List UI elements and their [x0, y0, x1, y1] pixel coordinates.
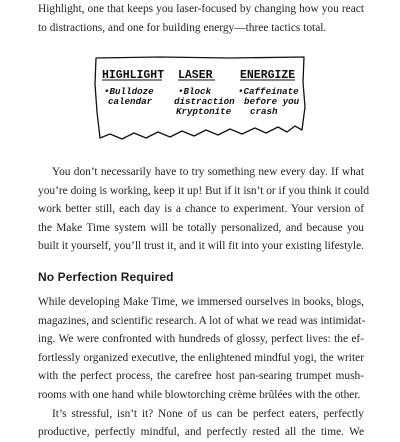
text-line: Highlight, one that keeps you laser-focused by changing how you react [38, 3, 364, 15]
text-line: ing. We were confronted with hundreds of glossy, perfect lives: the ef- [38, 333, 364, 346]
text-line: productive, perfectly mindful, and perfectly rested all the time. We [38, 426, 364, 439]
text-line: built it yourself, you’ll trust it, and it will fit into your existing lifestyle. [38, 240, 364, 253]
body-paragraph [38, 163, 370, 256]
text-line: fortlessly organized executive, the enlightened mindful yogi, the writer [38, 351, 364, 364]
text-line: the Make Time system will be totally personalized, and because you [38, 221, 364, 234]
tactics-sketch [90, 52, 312, 152]
text-line: with the perfect process, the carefree host pan-searing trumpet mush- [38, 370, 364, 383]
sketch-line: •Bulldoze [104, 86, 154, 97]
text-line: You don’t necessarily have to try something new every day. If what [52, 166, 364, 178]
text-line: While developing Make Time, we immersed ourselves in books, blogs, [38, 296, 364, 308]
sketch-title-laser: LASER [178, 69, 213, 82]
intro-paragraph [38, 0, 364, 37]
sketch-title-energize: ENERGIZE [240, 69, 296, 82]
sketch-title-highlight: HIGHLIGHT [102, 69, 165, 82]
body-paragraph [38, 293, 364, 442]
section-heading: No Perfection Required [38, 270, 174, 284]
text-line: magazines, and scientific research. A lot of what we read was intimidat- [38, 314, 366, 327]
sketch-line: before you [244, 96, 300, 107]
text-line: work better still, each day is a chance to experiment. Your version of [38, 203, 364, 216]
sketch-line: calendar [108, 96, 153, 107]
text-line: It’s stressful, isn’t it? None of us can be perfect eaters, perfectly [52, 407, 364, 420]
sketch-line: Kryptonite [176, 106, 232, 117]
text-line: to distractions, and one for building energy—three tactics total. [38, 21, 327, 34]
sketch-line: crash [250, 106, 278, 117]
sketch-line: distraction [174, 96, 235, 107]
sketch-line: •Caffeinate [238, 86, 299, 97]
text-line: rooms with one hand while blowtorching crème brûlées with the other. [38, 388, 361, 401]
text-line: you’re doing is working, keep it up! But if it isn’t or if you think it could [38, 184, 370, 197]
sketch-line: •Block [178, 86, 212, 97]
